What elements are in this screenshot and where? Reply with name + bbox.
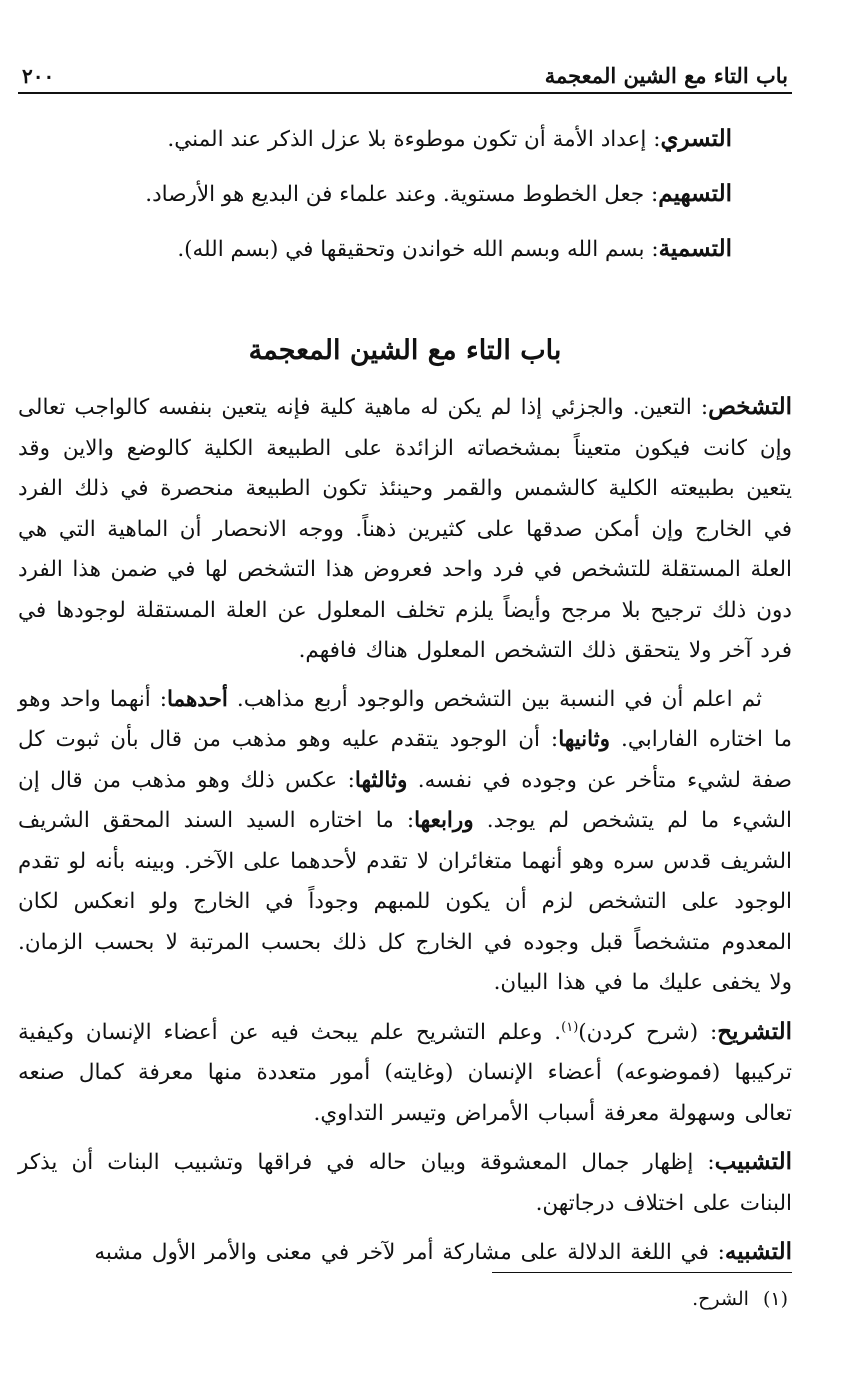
entry-text: إعداد الأمة أن تكون موطوءة بلا عزل الذكر عند المني.	[167, 127, 647, 152]
footnote-ref[interactable]: (١)	[561, 1019, 579, 1035]
entry-term: التسري	[660, 125, 732, 152]
entry-term: التشبيه	[724, 1238, 792, 1265]
document-page	[18, 50, 793, 1310]
paragraph-madhahib: ثم اعلم أن في النسبة بين التشخص والوجود أربع مذاهب. أحدهما: أنهما واحد وهو ما اختاره الفارابي. وثانيها: أن الوجود يتقدم عليه وهو مذهب من قال بأن ثبوت كل صفة لشيء متأخر عن وجوده في نفسه. وثالثها: عكس ذلك وهو مذهب من قال إن الشيء ما لم يتشخص لم يوجد. ورابعها: ما اختاره السيد السند المحقق الشريف الشريف قدس سره وهو أنهما متغائران لا تقدم لأحدهما على الآخر. وبينه بأنه لو تقدم الوجود على التشخص لزم أن يكون للمبهم وجوداً في الخارج ولو انعكس لكان المعدوم متشخصاً قبل وجوده في الخارج كل ذلك بحسب المرتبة لا بحسب الزمان. ولا يخفى عليك ما في هذا البيان.	[18, 686, 793, 995]
entry-tashbib: التشبيب: إظهار جمال المعشوقة وبيان حاله في فراقها وتشبيب البنات أن يذكر البنات على اختلاف درجاتهن.	[18, 1148, 792, 1216]
keyword: ورابعها	[414, 808, 474, 833]
entry-text: جعل الخطوط مستوية. وعند علماء فن البديع هو الأرصاد.	[145, 182, 645, 207]
keyword: وثالثها	[354, 767, 408, 793]
footnote-text: الشرح.	[692, 1288, 749, 1310]
running-title: باب التاء مع الشين المعجمة	[544, 63, 788, 88]
entry-tashim: التسهيم: جعل الخطوط مستوية. وعند علماء فن البديع هو الأرصاد.	[145, 180, 732, 207]
entry-text: بسم الله وبسم الله خواندن وتحقيقها في (بسم الله).	[177, 237, 645, 262]
keyword: أحدهما	[166, 686, 228, 712]
footnote-divider	[492, 1272, 792, 1273]
entry-tashbih: التشبيه: في اللغة الدلالة على مشاركة أمر لآخر في معنى والأمر الأول مشبه	[94, 1238, 792, 1265]
entry-term: التشبيب	[714, 1148, 792, 1175]
entry-text: إظهار جمال المعشوقة وبيان حاله في فراقها وتشبيب البنات أن يذكر البنات على اختلاف درجاتهن.	[18, 1150, 792, 1216]
footnote-mark: (١)	[762, 1288, 788, 1310]
chapter-title: باب التاء مع الشين المعجمة	[248, 335, 562, 366]
page-number: ٢٠٠	[22, 64, 55, 88]
keyword: وثانيها	[558, 727, 611, 752]
running-header	[18, 50, 792, 94]
entry-text: في اللغة الدلالة على مشاركة أمر لآخر في معنى والأمر الأول مشبه	[94, 1240, 709, 1265]
entry-tashrih: التشريح: (شرح كردن)$^{(١)}$. وعلم التشريح علم يبحث فيه عن أعضاء الإنسان وكيفية تركيبها (فموضوعه) أعضاء الإنسان (وغايته) أمور متعددة منها معرفة كمال صنعه تعالى وسهولة معرفة أسباب الأمراض وتيسر التداوي.	[18, 1017, 793, 1126]
entry-term: التشريح	[717, 1017, 793, 1045]
footnote	[692, 1288, 788, 1310]
entry-term: التسمية	[658, 235, 732, 262]
entry-tasarri: التسري: إعداد الأمة أن تكون موطوءة بلا عزل الذكر عند المني.	[167, 125, 732, 152]
entry-term: التشخص	[708, 393, 792, 420]
top-entries	[18, 112, 792, 277]
entry-tasmiya: التسمية: بسم الله وبسم الله خواندن وتحقيقها في (بسم الله).	[177, 235, 732, 262]
entry-text: التعين. والجزئي إذا لم يكن له ماهية كلية فإنه يتعين بنفسه كالواجب تعالى وإن كانت فيكون متعيناً بمشخصاته الزائدة على الطبيعة الكلية كالوضع والاين وقد يتعين بطبيعته الكلية كالشمس والقمر وحينئذ تكون الطبيعة منحصرة في ذلك الفرد في الخارج وإن أمكن صدقها على كثيرين ذهناً. ووجه الانحصار أن الماهية التي هي العلة المستقلة للتشخص في فرد واحد فعروض هذا التشخص لها في ضمن هذا الفرد دون ذلك ترجيح بلا مرجح وأيضاً يلزم تخلف المعلول عن العلة المستقلة لوجودها في فرد آخر ولا يتحقق ذلك التشخص المعلول هناك فافهم.	[18, 395, 792, 663]
entry-tashakhkhus: التشخص: التعين. والجزئي إذا لم يكن له ماهية كلية فإنه يتعين بنفسه كالواجب تعالى وإن كانت فيكون متعيناً بمشخصاته الزائدة على الطبيعة الكلية كالوضع والاين وقد يتعين بطبيعته الكلية كالشمس والقمر وحينئذ تكون الطبيعة منحصرة في ذلك الفرد في الخارج وإن أمكن صدقها على كثيرين ذهناً. ووجه الانحصار أن الماهية التي هي العلة المستقلة للتشخص في فرد واحد فعروض هذا التشخص لها في ضمن هذا الفرد دون ذلك ترجيح بلا مرجح وأيضاً يلزم تخلف المعلول عن العلة المستقلة لوجودها في فرد آخر ولا يتحقق ذلك التشخص المعلول هناك فافهم.	[18, 393, 792, 663]
entry-term: التسهيم	[658, 180, 732, 207]
